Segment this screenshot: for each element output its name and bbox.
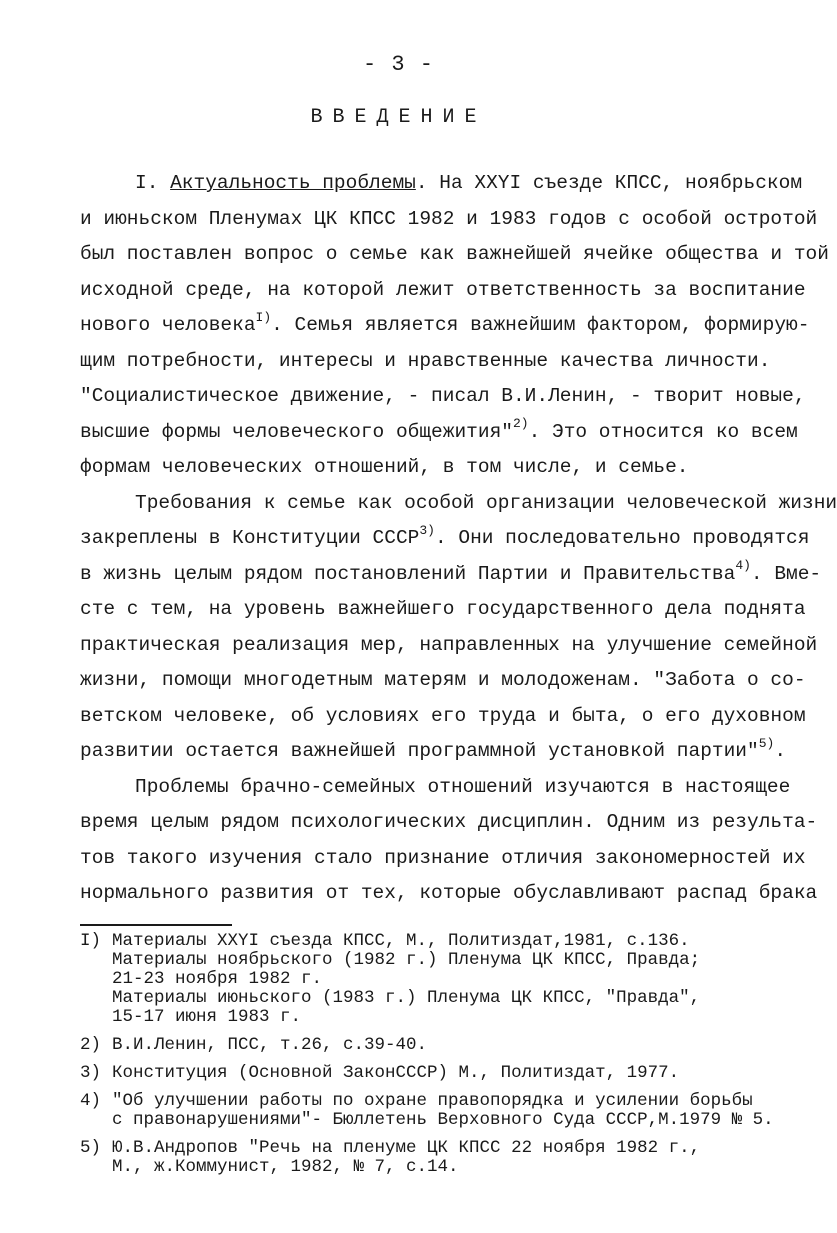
text-line: время целым рядом психологических дисциплин. Одним из результа- (80, 811, 818, 833)
footnote-line: В.И.Ленин, ПСС, т.26, с.39-40. (112, 1035, 428, 1055)
footnote-number: 2) (80, 1035, 102, 1055)
footnote-line: Ю.В.Андропов "Речь на пленуме ЦК КПСС 22 ноября 1982 г., (112, 1138, 701, 1158)
text-line: был поставлен вопрос о семье как важнейшей ячейке общества и той (80, 243, 829, 265)
text-fragment: . Они последовательно проводятся (434, 527, 810, 549)
text-line (80, 308, 810, 344)
text-fragment: в жизнь целым рядом постановлений Партии и Правительства (80, 562, 736, 585)
text-line: формам человеческих отношений, в том числе, и семье. (80, 456, 689, 478)
footnote-divider (80, 924, 232, 926)
text-line (80, 734, 787, 770)
footnote-ref: I) (255, 309, 272, 325)
paragraph-3 (80, 770, 818, 912)
text-fragment: . Семья является важнейшим фактором, формирую- (271, 314, 810, 336)
page-title: ВВЕДЕНИЕ (310, 106, 487, 129)
footnote-line: "Об улучшении работы по охране правопорядка и усилении борьбы (112, 1091, 753, 1111)
text-line: щим потребности, интересы и нравственные качества личности. (80, 349, 771, 372)
text-line (80, 166, 803, 202)
text-line (80, 557, 822, 593)
page-number: - 3 - (362, 52, 434, 77)
text-line: "Социалистическое движение, - писал В.И.Ленин, - творит новые, (80, 385, 806, 407)
footnote-text (112, 932, 792, 1027)
text-line: сте с тем, на уровень важнейшего государственного дела поднята (80, 598, 806, 620)
footnote-ref: 2) (512, 416, 529, 431)
text-line: Проблемы брачно-семейных отношений изучаются в настоящее (135, 775, 791, 798)
text-fragment: . Это относится ко всем (528, 420, 798, 443)
footnote-ref: 3) (419, 522, 435, 538)
footnote-line: Конституция (Основной ЗаконСССР) М., Политиздат, 1977. (112, 1063, 680, 1083)
footnote-text (112, 1064, 792, 1083)
text-fragment: нового человека (80, 314, 256, 336)
text-line: жизни, помощи многодетным матерям и молодоженам. "Забота о со- (80, 669, 806, 691)
body-text (80, 166, 837, 912)
footnote-3 (80, 1064, 792, 1083)
footnote-line: М., ж.Коммунист, 1982, № 7, с.14. (112, 1157, 459, 1177)
footnote-2 (80, 1036, 792, 1055)
text-line: исходной среде, на которой лежит ответственность за воспитание (80, 278, 806, 301)
footnote-number: 5) (80, 1138, 102, 1158)
text-line: ветском человеке, об условиях его труда и быта, о его духовном (80, 704, 806, 727)
text-fragment: высшие формы человеческого общежития" (80, 420, 513, 443)
paragraph-1 (80, 166, 829, 486)
text-fragment: . На XXYI съезде КПСС, ноябрьском (415, 172, 803, 194)
footnote-line: Материалы XXYI съезда КПСС, М., Политиздат,1981, с.136. (112, 931, 690, 951)
text-line: и июньском Пленумах ЦК КПСС 1982 и 1983 годов с особой остротой (80, 207, 818, 230)
footnote-text (112, 1092, 792, 1130)
footnote-4 (80, 1092, 792, 1130)
text-line (80, 415, 798, 451)
footnote-text (112, 1139, 792, 1177)
paragraph-2 (80, 486, 837, 770)
footnote-5 (80, 1139, 792, 1177)
footnote-line: 21-23 ноября 1982 г. (112, 969, 323, 989)
text-fragment: . Вме- (750, 562, 822, 585)
footnote-number: 4) (80, 1091, 102, 1111)
footnote-line: Материалы ноябрьского (1982 г.) Пленума ЦК КПСС, Правда; (112, 950, 701, 970)
footnote-ref: 4) (735, 558, 751, 573)
text-line (80, 521, 810, 557)
footnote-number: I) (80, 931, 102, 951)
section-number: I. (135, 172, 159, 194)
text-fragment: развитии остается важнейшей программной установкой партии" (80, 740, 759, 762)
footnotes (80, 932, 792, 1186)
footnote-line: 15-17 июня 1983 г. (112, 1007, 302, 1027)
footnote-line: с правонарушениями"- Бюллетень Верховного Суда СССР,М.1979 № 5. (112, 1110, 774, 1130)
text-line: тов такого изучения стало признание отличия закономерностей их (80, 846, 806, 869)
text-fragment: закреплены в Конституции СССР (80, 527, 420, 549)
text-line: нормального развития от тех, которые обуславливают распад брака (80, 882, 818, 904)
footnote-1 (80, 932, 792, 1027)
footnote-text (112, 1036, 792, 1055)
footnote-ref: 5) (758, 735, 775, 751)
text-fragment: . (774, 740, 787, 762)
footnote-number: 3) (80, 1063, 102, 1083)
text-line: Требования к семье как особой организации человеческой жизни (135, 491, 837, 514)
text-line: практическая реализация мер, направленных на улучшение семейной (80, 633, 818, 656)
section-title: Актуальность проблемы (170, 172, 416, 194)
footnote-line: Материалы июньского (1983 г.) Пленума ЦК КПСС, "Правда", (112, 988, 701, 1008)
